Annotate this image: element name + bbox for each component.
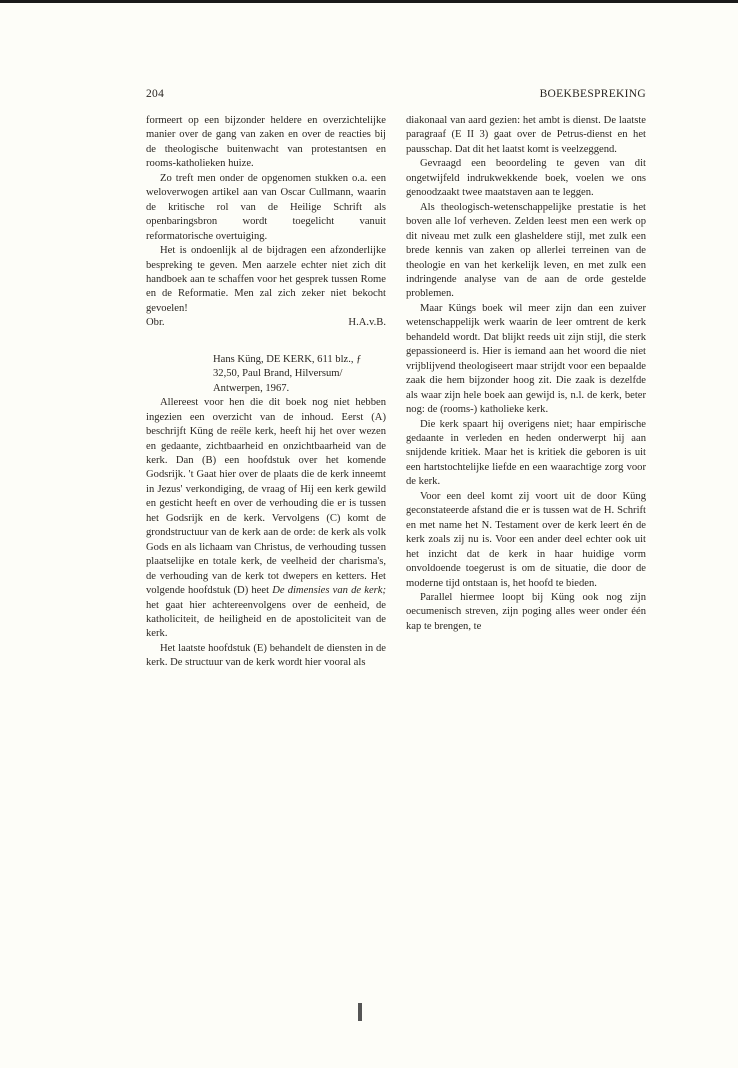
paragraph: Het is ondoenlijk al de bijdragen een afzonderlijke bespreking te geven. Men aarzele echter niet zich dit handboek aan te schaffen voor het gesprek tussen Rome en de Reformatie. Men zal zich zeker niet bekocht gevoelen!	[146, 245, 386, 314]
paragraph: formeert op een bijzonder heldere en overzichtelijke manier over de gang van zaken en over de reacties bij de theologische buitenwacht van protestantsen en rooms-katholieken huize.	[146, 115, 386, 170]
signature-obr: Obr.	[146, 317, 165, 329]
review-signature	[146, 316, 386, 330]
paragraph: Gevraagd een beoordeling te geven van dit ongetwijfeld indrukwekkende boek, voelen we ons genoodzaakt twee maatstaven aan te leggen.	[406, 158, 646, 199]
italic-title: De dimensies van de kerk;	[272, 585, 386, 597]
paragraph-text: het gaat hier achtereenvolgens over de eenheid, de katholiciteit, de heiligheid en de apostoliciteit van de kerk.	[146, 599, 386, 640]
left-column	[146, 114, 386, 671]
book-citation: Hans Küng, DE KERK, 611 blz., ƒ 32,50, Paul Brand, Hilversum/ Antwerpen, 1967.	[213, 353, 362, 394]
paragraph: Die kerk spaart hij overigens niet; haar empirische gedaante in verleden en heden onderwerpt hij aan snijdende kritiek. Maar het is kritiek die geboren is uit een hartstochtelijke liefde en een waarachtige zorg voor de kerk.	[406, 418, 646, 488]
paragraph: Parallel hiermee loopt bij Küng ook nog zijn oecumenisch streven, zijn poging alles weer onder één kap te brengen, te	[406, 591, 646, 632]
paragraph: Zo treft men onder de opgenomen stukken o.a. een weloverwogen artikel aan van Oscar Cullmann, waarin de kritische rol van de Heilige Schrift als openbaringsbron wordt toegelicht vanuit reformatorische overtuiging.	[146, 172, 386, 242]
paragraph: Voor een deel komt zij voort uit de door Küng geconstateerde afstand die er is tussen wat de H. Schrift en met name het N. Testament over de kerk leert én de kerk zoals zij nu is. Voor een ander deel echter ook uit het inzicht dat de kerk in haar huidige vorm onvoldoende toegerust is om de situatie, die door de moderne tijd ontstaan is, het hoofd te bieden.	[406, 490, 646, 589]
paragraph: diakonaal van aard gezien: het ambt is dienst. De laatste paragraaf (E II 3) gaat over de Petrus-dienst en het pausschap. Dat dit het laatst komt is veelzeggend.	[406, 115, 646, 155]
right-column	[406, 114, 646, 634]
paragraph: Als theologisch-wetenschappelijke prestatie is het boven alle lof verheven. Zelden leest men een werk op dit niveau met zulk een glasheldere stijl, met zulk een brede kennis van zaken op allerlei terreinen van de theologie en van het kerkelijk leven, en met zulk een indringende analyse van de aan de orde gestelde problemen.	[406, 201, 646, 300]
paragraph: Maar Küngs boek wil meer zijn dan een zuiver wetenschappelijk werk waarin de leer omtrent de kerk behandeld wordt. Dat blijkt reeds uit zijn stijl, die sterk gepassioneerd is. Hier is iemand aan het woord die niet vrijblijvend theologiseert maar strijdt voor een bepaalde zaak die hem bijzonder hoog zit. Die zaak is dezelfde als waar zijn hele boek aan gewijd is, n.l. de kerk, beter nog: de (rooms-) katholieke kerk.	[406, 302, 646, 416]
running-title: BOEKBESPREKING	[539, 88, 646, 100]
paragraph: Het laatste hoofdstuk (E) behandelt de diensten in de kerk. De structuur van de kerk wordt hier vooral als	[146, 642, 386, 669]
scan-mark	[358, 1003, 362, 1021]
paragraph	[146, 396, 386, 642]
signature-initials: H.A.v.B.	[348, 317, 386, 329]
page-number: 204	[146, 88, 165, 100]
page-header	[146, 88, 646, 100]
paragraph-text: Allereest voor hen die dit boek nog niet hebben ingezien een overzicht van de inhoud. Eerst (A) beschrijft Küng de reële kerk, heeft hij het over wezen en gedaante, zichtbaarheid en onzichtbaarheid van de kerk. Dan (B) een hoofdstuk over het komende Godsrijk. 't Gaat hier over de plaats die de kerk inneemt in Jezus' verkondiging, de vraag of Hij een kerk gewild en gesticht heeft en over de verhouding die er is tussen het Godsrijk en de kerk. Vervolgens (C) komt de grondstructuur van de kerk aan de orde: de kerk als volk Gods en als lichaam van Christus, de verhouding tussen plaatselijke en totale kerk, de veelheid der charisma's, de verhouding van de kerk tot dwepers en ketters. Het volgende hoofdstuk (D) heet	[146, 397, 386, 597]
